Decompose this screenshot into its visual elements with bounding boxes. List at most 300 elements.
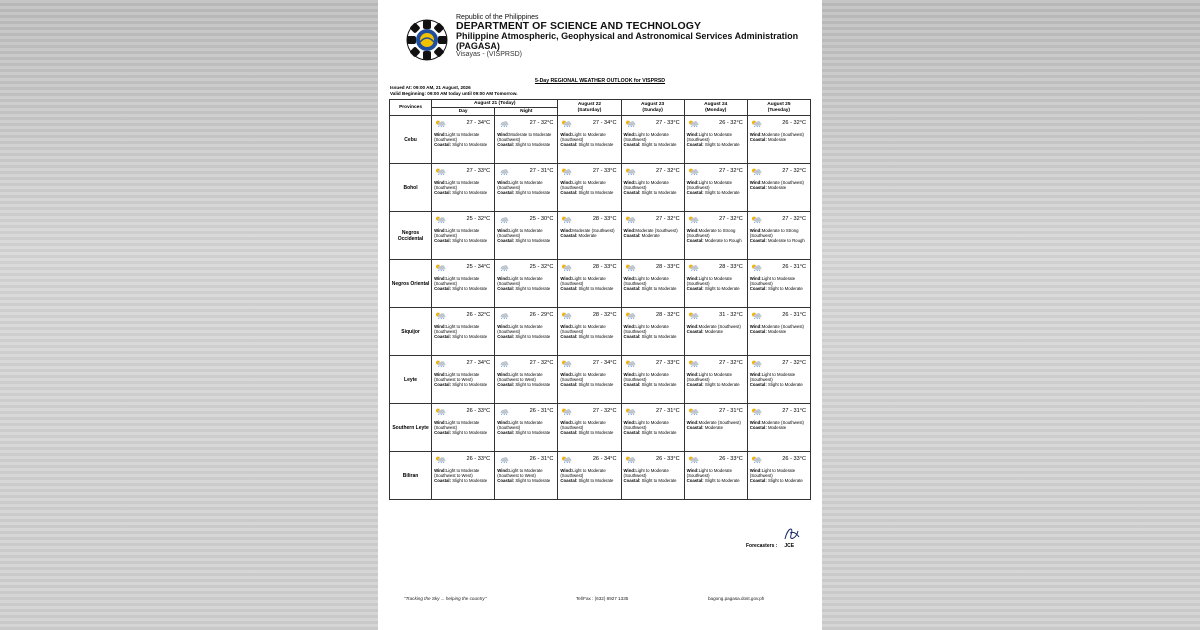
wind-coastal-info xyxy=(624,228,683,238)
wind-value: Light to Moderate (Southwest) xyxy=(623,468,669,479)
sun-cloud-rain-icon xyxy=(751,408,762,415)
wind-value: Light to Moderate (Southwest) xyxy=(560,372,606,383)
sun-cloud-rain-icon xyxy=(435,264,446,271)
coastal-value: Moderate xyxy=(704,329,723,335)
wind-value: Light to Moderate (Southwest) xyxy=(623,276,669,287)
coastal-label: Coastal: xyxy=(560,233,578,239)
coastal-value: Slight to Moderate xyxy=(578,142,614,148)
wind-label: Wind: xyxy=(623,468,636,473)
temperature-range: 26 - 31°C xyxy=(529,456,554,462)
wind-label: Wind: xyxy=(686,276,699,281)
wind-coastal-info xyxy=(750,324,809,334)
wind-coastal-info xyxy=(687,228,746,244)
sun-cloud-rain-icon xyxy=(561,360,572,367)
wind-label: Wind: xyxy=(497,420,510,425)
sun-cloud-rain-icon xyxy=(688,312,699,319)
temperature-range: 27 - 34°C xyxy=(592,360,617,366)
coastal-value: Slight to Moderate xyxy=(704,478,740,484)
temperature-range: 27 - 31°C xyxy=(719,408,743,414)
wind-value: Light to Moderate (Southwest to West) xyxy=(434,468,480,479)
coastal-label: Coastal: xyxy=(749,425,767,431)
wind-coastal-info xyxy=(624,180,683,196)
sun-cloud-rain-icon xyxy=(561,456,572,463)
forecast-cell xyxy=(558,164,621,212)
table-row xyxy=(390,116,811,164)
coastal-label: Coastal: xyxy=(623,334,641,340)
temperature-range: 27 - 31°C xyxy=(655,408,680,414)
wind-coastal-info xyxy=(750,420,809,430)
wind-coastal-info xyxy=(497,468,556,484)
forecast-cell xyxy=(621,452,684,500)
forecast-cell xyxy=(747,212,810,260)
coastal-value: Slight to Moderate xyxy=(704,286,740,292)
forecast-cell xyxy=(495,164,558,212)
forecast-cell xyxy=(495,404,558,452)
day-header-2: August 23 (Sunday) xyxy=(621,100,684,116)
wind-coastal-info xyxy=(434,372,493,388)
coastal-value: Slight to Moderate xyxy=(704,190,740,196)
coastal-label: Coastal: xyxy=(497,430,515,436)
coastal-label: Coastal: xyxy=(497,334,515,340)
wind-label: Wind: xyxy=(560,468,573,473)
forecast-cell xyxy=(684,404,747,452)
wind-coastal-info xyxy=(687,468,746,484)
wind-coastal-info xyxy=(750,276,809,292)
coastal-label: Coastal: xyxy=(434,142,452,148)
wind-value: Light to Moderate (Southwest) xyxy=(623,132,669,143)
coastal-value: Moderate xyxy=(641,233,660,239)
temperature-range: 27 - 32°C xyxy=(655,168,680,174)
table-row xyxy=(390,212,811,260)
forecast-cell xyxy=(558,452,621,500)
temperature-range: 27 - 32°C xyxy=(782,216,806,222)
wind-value: Light to Moderate (Southwest) xyxy=(686,372,733,383)
temperature-range: 26 - 33°C xyxy=(719,456,743,462)
coastal-label: Coastal: xyxy=(560,190,578,196)
temperature-range: 26 - 32°C xyxy=(466,312,491,318)
coastal-value: Slight to Moderate xyxy=(641,142,677,148)
table-row xyxy=(390,308,811,356)
coastal-label: Coastal: xyxy=(560,334,578,340)
coastal-label: Coastal: xyxy=(749,185,767,191)
wind-label: Wind: xyxy=(497,180,510,185)
coastal-value: Moderate to Rough xyxy=(704,238,742,244)
wind-value: Light to Moderate (Southwest) xyxy=(434,324,480,335)
footer-tagline: "Tracking the Sky ... helping the country" xyxy=(404,596,487,601)
temperature-range: 26 - 33°C xyxy=(782,456,806,462)
forecast-cell xyxy=(495,452,558,500)
day-header-4: August 25 (Tuesday) xyxy=(747,100,810,116)
forecast-cell xyxy=(558,116,621,164)
wind-coastal-info xyxy=(560,180,619,196)
wind-coastal-info xyxy=(497,372,556,388)
forecasters-label: Forecasters : JCE xyxy=(746,543,795,549)
coastal-value: Slight to Moderate xyxy=(641,478,677,484)
forecast-cell xyxy=(684,116,747,164)
coastal-value: Slight to Moderate xyxy=(452,334,488,340)
forecast-cell xyxy=(747,116,810,164)
wind-coastal-info xyxy=(497,228,556,244)
temperature-range: 27 - 32°C xyxy=(529,360,554,366)
wind-value: Light to Moderate (Southwest) xyxy=(749,372,796,383)
wind-label: Wind: xyxy=(623,132,636,137)
weather-outlook-table xyxy=(389,99,811,500)
republic-label: Republic of the Philippines xyxy=(456,14,539,21)
wind-label: Wind: xyxy=(497,276,510,281)
coastal-label: Coastal: xyxy=(497,478,515,484)
forecast-cell xyxy=(621,212,684,260)
forecast-cell xyxy=(621,116,684,164)
wind-coastal-info xyxy=(687,276,746,292)
wind-label: Wind: xyxy=(749,276,762,281)
wind-coastal-info xyxy=(624,132,683,148)
issued-at: Issued At: 09:00 AM, 21 August, 2026 xyxy=(390,85,471,90)
coastal-value: Slight to Moderate xyxy=(704,382,740,388)
forecast-cell xyxy=(684,212,747,260)
coastal-value: Slight to Moderate xyxy=(641,334,677,340)
coastal-value: Moderate xyxy=(767,425,787,431)
wind-value: Light to Moderate (Southwest) xyxy=(560,324,606,335)
wind-value: Moderate (Southwest) xyxy=(572,228,615,233)
wind-label: Wind: xyxy=(497,228,510,233)
forecast-cell xyxy=(432,212,495,260)
wind-label: Wind: xyxy=(749,324,762,329)
forecast-cell xyxy=(432,356,495,404)
forecast-cell xyxy=(747,452,810,500)
sun-cloud-rain-icon xyxy=(688,120,699,127)
coastal-label: Coastal: xyxy=(434,478,452,484)
forecasters-block xyxy=(746,525,806,549)
coastal-label: Coastal: xyxy=(497,190,515,196)
wind-coastal-info xyxy=(624,420,683,436)
temperature-range: 27 - 34°C xyxy=(466,120,491,126)
weather-outlook-document xyxy=(378,0,822,630)
department-title: DEPARTMENT OF SCIENCE AND TECHNOLOGY xyxy=(456,20,702,33)
province-name: Negros Occidental xyxy=(390,212,432,260)
temperature-range: 25 - 34°C xyxy=(466,264,491,270)
temperature-range: 27 - 33°C xyxy=(466,168,491,174)
wind-coastal-info xyxy=(624,372,683,388)
wind-label: Wind: xyxy=(560,420,573,425)
coastal-value: Moderate xyxy=(767,185,787,191)
temperature-range: 26 - 32°C xyxy=(719,120,743,126)
coastal-value: Moderate xyxy=(704,425,723,431)
wind-label: Wind: xyxy=(560,132,573,137)
wind-value: Light to Moderate (Southwest) xyxy=(749,468,796,479)
coastal-value: Slight to Moderate xyxy=(515,190,551,196)
coastal-label: Coastal: xyxy=(434,334,452,340)
sun-cloud-rain-icon xyxy=(625,216,636,223)
wind-value: Light to Moderate (Southwest to West) xyxy=(497,372,543,383)
wind-value: Light to Moderate (Southwest) xyxy=(497,276,543,287)
wind-coastal-info xyxy=(497,420,556,436)
temperature-range: 27 - 32°C xyxy=(592,408,617,414)
coastal-label: Coastal: xyxy=(686,478,704,484)
sun-cloud-rain-icon xyxy=(625,456,636,463)
wind-coastal-info xyxy=(687,132,746,148)
wind-coastal-info xyxy=(434,276,493,292)
wind-label: Wind: xyxy=(749,372,762,377)
day-header-3: August 24 (Monday) xyxy=(684,100,747,116)
temperature-range: 26 - 34°C xyxy=(592,456,617,462)
wind-coastal-info xyxy=(434,420,493,436)
today-night-header: Night xyxy=(495,108,558,116)
wind-value: Light to Moderate (Southwest) xyxy=(560,132,606,143)
wind-value: Moderate to Strong (Southwest) xyxy=(749,228,799,239)
temperature-range: 27 - 33°C xyxy=(655,360,680,366)
coastal-label: Coastal: xyxy=(434,238,452,244)
wind-coastal-info xyxy=(687,420,746,430)
sun-cloud-rain-icon xyxy=(751,312,762,319)
wind-coastal-info xyxy=(560,468,619,484)
sun-cloud-rain-icon xyxy=(688,408,699,415)
wind-value: Light to Moderate (Southwest) xyxy=(686,276,733,287)
temperature-range: 27 - 32°C xyxy=(719,360,743,366)
sun-cloud-rain-icon xyxy=(688,456,699,463)
forecast-cell xyxy=(621,404,684,452)
coastal-value: Slight to Moderate xyxy=(452,382,488,388)
temperature-range: 27 - 34°C xyxy=(592,120,617,126)
wind-label: Wind: xyxy=(434,132,446,137)
coastal-label: Coastal: xyxy=(560,382,578,388)
wind-coastal-info xyxy=(624,276,683,292)
coastal-value: Moderate xyxy=(767,329,787,335)
coastal-label: Coastal: xyxy=(497,286,515,292)
coastal-value: Slight to Moderate xyxy=(452,190,488,196)
forecast-cell xyxy=(747,404,810,452)
sun-cloud-rain-icon xyxy=(625,312,636,319)
sun-cloud-rain-icon xyxy=(435,360,446,367)
wind-value: Moderate to Strong (Southwest) xyxy=(686,228,736,239)
coastal-value: Slight to Moderate xyxy=(452,478,488,484)
wind-value: Light to Moderate (Southwest) xyxy=(497,180,543,191)
coastal-label: Coastal: xyxy=(623,286,641,292)
temperature-range: 26 - 33°C xyxy=(466,408,491,414)
sun-cloud-rain-icon xyxy=(435,216,446,223)
temperature-range: 27 - 32°C xyxy=(782,360,806,366)
table-row xyxy=(390,356,811,404)
wind-label: Wind: xyxy=(560,372,573,377)
forecast-cell xyxy=(432,404,495,452)
coastal-value: Slight to Moderate xyxy=(641,190,677,196)
province-name: Cebu xyxy=(390,116,432,164)
wind-value: Light to Moderate (Southwest) xyxy=(434,180,480,191)
coastal-label: Coastal: xyxy=(686,142,704,148)
forecast-cell xyxy=(684,164,747,212)
temperature-range: 27 - 33°C xyxy=(655,120,680,126)
wind-label: Wind: xyxy=(749,468,762,473)
sun-cloud-rain-icon xyxy=(688,360,699,367)
wind-value: Light to Moderate (Southwest) xyxy=(560,180,606,191)
coastal-value: Slight to Moderate xyxy=(578,286,614,292)
wind-value: Light to Moderate (Southwest) xyxy=(749,276,796,287)
coastal-value: Slight to Moderate xyxy=(578,430,614,436)
sun-cloud-rain-icon xyxy=(688,264,699,271)
sun-cloud-rain-icon xyxy=(751,216,762,223)
wind-value: Moderate (Southwest) xyxy=(698,420,741,425)
forecast-cell xyxy=(432,260,495,308)
wind-label: Wind: xyxy=(434,180,446,185)
coastal-label: Coastal: xyxy=(560,430,578,436)
cloud-rain-icon xyxy=(498,312,509,319)
cloud-rain-icon xyxy=(498,216,509,223)
sun-cloud-rain-icon xyxy=(625,264,636,271)
wind-coastal-info xyxy=(687,180,746,196)
wind-coastal-info xyxy=(434,324,493,340)
document-header xyxy=(406,14,806,74)
wind-coastal-info xyxy=(434,468,493,484)
wind-value: Light to Moderate (Southwest) xyxy=(623,372,669,383)
wind-value: Light to Moderate (Southwest to West) xyxy=(497,468,543,479)
sun-cloud-rain-icon xyxy=(561,312,572,319)
forecast-cell xyxy=(621,308,684,356)
background-blur-right xyxy=(822,0,1200,630)
coastal-label: Coastal: xyxy=(686,425,704,431)
temperature-range: 25 - 30°C xyxy=(529,216,554,222)
wind-value: Moderate (Southwest) xyxy=(761,324,804,329)
wind-label: Wind: xyxy=(623,228,636,233)
sun-cloud-rain-icon xyxy=(561,120,572,127)
wind-label: Wind: xyxy=(497,324,510,329)
wind-label: Wind: xyxy=(749,132,762,137)
sun-cloud-rain-icon xyxy=(561,264,572,271)
forecast-cell xyxy=(558,356,621,404)
coastal-label: Coastal: xyxy=(623,190,641,196)
table-row xyxy=(390,452,811,500)
coastal-label: Coastal: xyxy=(686,329,704,335)
forecast-cell xyxy=(495,356,558,404)
sun-cloud-rain-icon xyxy=(751,120,762,127)
wind-value: Moderate (Southwest) xyxy=(761,180,804,185)
valid-period: Valid Beginning: 09:00 AM today until 09:00 AM Tomorrow. xyxy=(390,90,518,96)
wind-value: Light to Moderate (Southwest to West) xyxy=(434,372,480,383)
coastal-value: Slight to Moderate xyxy=(515,238,551,244)
wind-value: Light to Moderate (Southwest) xyxy=(434,228,480,239)
temperature-range: 28 - 33°C xyxy=(592,216,617,222)
wind-value: Light to Moderate (Southwest) xyxy=(560,468,606,479)
wind-label: Wind: xyxy=(623,276,636,281)
province-name: Bohol xyxy=(390,164,432,212)
wind-coastal-info xyxy=(560,420,619,436)
wind-label: Wind: xyxy=(560,276,573,281)
sun-cloud-rain-icon xyxy=(435,312,446,319)
forecast-cell xyxy=(495,260,558,308)
wind-value: Light to Moderate (Southwest) xyxy=(686,180,733,191)
temperature-range: 28 - 32°C xyxy=(655,312,680,318)
cloud-rain-icon xyxy=(498,168,509,175)
cloud-rain-icon xyxy=(498,360,509,367)
temperature-range: 28 - 33°C xyxy=(592,264,617,270)
forecast-cell xyxy=(558,404,621,452)
wind-value: Light to Moderate (Southwest) xyxy=(497,228,543,239)
coastal-value: Slight to Moderate xyxy=(515,382,551,388)
wind-value: Light to Moderate (Southwest) xyxy=(560,276,606,287)
wind-coastal-info xyxy=(624,324,683,340)
today-header: August 21 (Today) xyxy=(432,100,558,108)
coastal-value: Slight to Moderate xyxy=(767,478,803,484)
forecast-cell xyxy=(747,260,810,308)
coastal-label: Coastal: xyxy=(434,382,452,388)
wind-label: Wind: xyxy=(497,132,510,137)
wind-label: Wind: xyxy=(686,132,699,137)
temperature-range: 27 - 31°C xyxy=(529,168,554,174)
coastal-label: Coastal: xyxy=(749,286,767,292)
footer-telfax: Tel/Fax : (632) 8927 1335 xyxy=(576,596,629,601)
coastal-value: Slight to Moderate xyxy=(767,382,803,388)
temperature-range: 28 - 33°C xyxy=(655,264,680,270)
wind-coastal-info xyxy=(560,132,619,148)
wind-value: Light to Moderate (Southwest) xyxy=(497,420,543,431)
wind-label: Wind: xyxy=(686,372,699,377)
coastal-value: Slight to Moderate xyxy=(767,286,803,292)
forecast-cell xyxy=(621,164,684,212)
wind-coastal-info xyxy=(434,132,493,148)
issuance-info xyxy=(390,85,518,96)
wind-coastal-info xyxy=(560,372,619,388)
wind-value: Light to Moderate (Southwest) xyxy=(497,324,543,335)
temperature-range: 28 - 32°C xyxy=(592,312,617,318)
table-row xyxy=(390,260,811,308)
coastal-value: Slight to Moderate xyxy=(578,190,614,196)
forecast-cell xyxy=(558,212,621,260)
wind-coastal-info xyxy=(560,324,619,340)
coastal-label: Coastal: xyxy=(686,238,704,244)
wind-value: Light to Moderate (Southwest) xyxy=(686,468,733,479)
wind-value: Moderate (Southwest) xyxy=(761,420,804,425)
temperature-range: 26 - 32°C xyxy=(782,120,806,126)
temperature-range: 26 - 29°C xyxy=(529,312,554,318)
sun-cloud-rain-icon xyxy=(688,168,699,175)
wind-value: Light to Moderate (Southwest) xyxy=(434,132,480,143)
province-name: Southern Leyte xyxy=(390,404,432,452)
coastal-value: Slight to Moderate xyxy=(452,286,488,292)
background-blur-left xyxy=(0,0,378,630)
wind-label: Wind: xyxy=(686,228,699,233)
temperature-range: 31 - 32°C xyxy=(719,312,743,318)
wind-coastal-info xyxy=(497,324,556,340)
forecaster-initials: JCE xyxy=(784,543,795,549)
coastal-value: Slight to Moderate xyxy=(641,382,677,388)
wind-coastal-info xyxy=(497,180,556,196)
coastal-label: Coastal: xyxy=(497,382,515,388)
temperature-range: 28 - 33°C xyxy=(719,264,743,270)
forecast-cell xyxy=(684,356,747,404)
sun-cloud-rain-icon xyxy=(435,408,446,415)
coastal-label: Coastal: xyxy=(623,478,641,484)
office-label: Visayas - (VISPRSD) xyxy=(456,51,522,59)
temperature-range: 26 - 33°C xyxy=(655,456,680,462)
temperature-range: 26 - 31°C xyxy=(782,312,806,318)
wind-coastal-info xyxy=(750,468,809,484)
coastal-label: Coastal: xyxy=(623,382,641,388)
wind-coastal-info xyxy=(497,132,556,148)
wind-coastal-info xyxy=(750,180,809,190)
wind-value: Moderate (Southwest) xyxy=(635,228,678,233)
temperature-range: 27 - 32°C xyxy=(655,216,680,222)
agency-title: Philippine Atmospheric, Geophysical and Astronomical Services Administration (PAGASA) xyxy=(456,31,799,51)
coastal-value: Slight to Moderate xyxy=(641,286,677,292)
coastal-label: Coastal: xyxy=(749,137,767,143)
wind-label: Wind: xyxy=(623,420,636,425)
wind-coastal-info xyxy=(687,372,746,388)
coastal-value: Slight to Moderate xyxy=(515,142,551,148)
sun-cloud-rain-icon xyxy=(561,216,572,223)
forecast-cell xyxy=(684,452,747,500)
wind-value: Moderate (Southwest) xyxy=(698,324,741,329)
wind-label: Wind: xyxy=(686,468,699,473)
wind-label: Wind: xyxy=(434,276,446,281)
coastal-label: Coastal: xyxy=(686,382,704,388)
